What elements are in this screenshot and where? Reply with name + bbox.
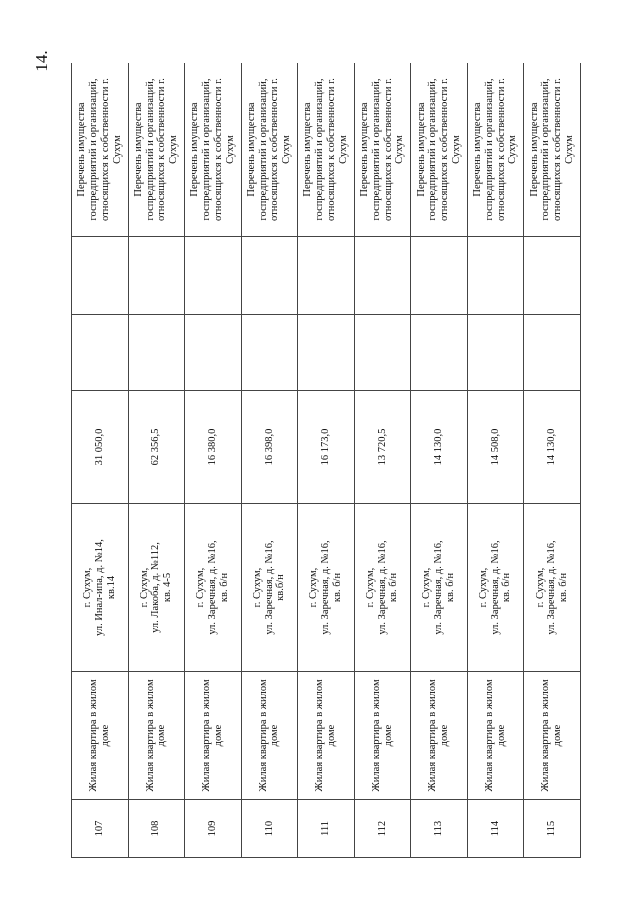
basis-cell-text: Перечень имущества госпредприятий и организаций, относящихся к собственности г. Сухум bbox=[472, 78, 519, 221]
table-row bbox=[354, 63, 411, 858]
object-type-cell-text: Жилая квартира в жилом доме bbox=[144, 679, 168, 792]
empty-cell-b bbox=[241, 237, 298, 315]
basis-cell-text: Перечень имущества госпредприятий и организаций, относящихся к собственности г. Сухум bbox=[359, 78, 406, 221]
empty-cell-a bbox=[72, 315, 129, 391]
address-cell-text: кв. б/н bbox=[558, 572, 570, 603]
table-row bbox=[524, 63, 581, 858]
object-type-cell-text: Жилая квартира в жилом доме bbox=[370, 679, 394, 792]
value-cell bbox=[467, 391, 524, 504]
object-type-cell bbox=[298, 672, 355, 800]
address-cell bbox=[241, 504, 298, 672]
address-cell-text: ул. Заречная, д. №16, bbox=[546, 540, 558, 635]
address-cell-text: г. Сухум, bbox=[364, 567, 376, 608]
address-cell-text: ул. Лакоба, д. №112, bbox=[150, 542, 162, 633]
row-number-cell-text: 115 bbox=[546, 820, 558, 837]
empty-cell-b bbox=[524, 237, 581, 315]
address-cell bbox=[524, 504, 581, 672]
basis-cell-text: Перечень имущества госпредприятий и организаций, относящихся к собственности г. Сухум bbox=[528, 78, 575, 221]
address-cell-text: г. Сухум, bbox=[534, 567, 546, 608]
table-row bbox=[298, 63, 355, 858]
table-container bbox=[71, 63, 581, 858]
address-cell bbox=[467, 504, 524, 672]
value-cell-text: 14 130,0 bbox=[546, 428, 558, 466]
value-cell-text: 62 356,5 bbox=[150, 428, 162, 466]
object-type-cell-text: Жилая квартира в жилом доме bbox=[483, 679, 507, 792]
object-type-cell-text: Жилая квартира в жилом доме bbox=[427, 679, 451, 792]
object-type-cell bbox=[72, 672, 129, 800]
address-cell-text: кв.14 bbox=[105, 575, 117, 600]
address-cell-text: кв. б/н bbox=[388, 572, 400, 603]
address-cell bbox=[411, 504, 468, 672]
empty-cell-a bbox=[241, 315, 298, 391]
value-cell bbox=[241, 391, 298, 504]
empty-cell-b bbox=[298, 237, 355, 315]
object-type-cell bbox=[128, 672, 185, 800]
row-number-cell-text: 113 bbox=[433, 820, 445, 837]
address-cell-text: ул. Заречная, д. №16, bbox=[489, 540, 501, 635]
address-cell-text: кв. б/н bbox=[331, 572, 343, 603]
row-number-cell bbox=[241, 800, 298, 858]
empty-cell-b bbox=[354, 237, 411, 315]
value-cell bbox=[128, 391, 185, 504]
basis-cell bbox=[411, 63, 468, 237]
address-cell-text: ул. Инал-ипа, д. №14, bbox=[93, 539, 105, 636]
row-number-cell bbox=[72, 800, 129, 858]
basis-cell bbox=[354, 63, 411, 237]
empty-cell-b bbox=[411, 237, 468, 315]
row-number-cell bbox=[467, 800, 524, 858]
address-cell-text: кв. б/н bbox=[444, 572, 456, 603]
row-number-cell-text: 112 bbox=[376, 820, 388, 837]
empty-cell-a bbox=[467, 315, 524, 391]
basis-cell bbox=[241, 63, 298, 237]
empty-cell-b bbox=[72, 237, 129, 315]
object-type-cell-text: Жилая квартира в жилом доме bbox=[257, 679, 281, 792]
basis-cell-text: Перечень имущества госпредприятий и организаций, относящихся к собственности г. Сухум bbox=[415, 78, 462, 221]
object-type-cell bbox=[411, 672, 468, 800]
value-cell-text: 16 398,0 bbox=[263, 428, 275, 466]
empty-cell-a bbox=[524, 315, 581, 391]
address-cell-text: ул. Заречная, д. №16, bbox=[206, 540, 218, 635]
address-cell bbox=[72, 504, 129, 672]
empty-cell-a bbox=[298, 315, 355, 391]
object-type-cell-text: Жилая квартира в жилом доме bbox=[540, 679, 564, 792]
basis-cell bbox=[524, 63, 581, 237]
basis-cell-text: Перечень имущества госпредприятий и организаций, относящихся к собственности г. Сухум bbox=[189, 78, 236, 221]
basis-cell-text: Перечень имущества госпредприятий и организаций, относящихся к собственности г. Сухум bbox=[76, 78, 123, 221]
value-cell-text: 14 130,0 bbox=[433, 428, 445, 466]
value-cell-text: 16 173,0 bbox=[320, 428, 332, 466]
row-number-cell bbox=[185, 800, 242, 858]
empty-cell-a bbox=[411, 315, 468, 391]
row-number-cell-text: 114 bbox=[489, 820, 501, 837]
address-cell-text: г. Сухум, bbox=[195, 567, 207, 608]
row-number-cell bbox=[524, 800, 581, 858]
basis-cell bbox=[185, 63, 242, 237]
property-table bbox=[71, 63, 581, 858]
value-cell-text: 16 380,0 bbox=[206, 428, 218, 466]
row-number-cell bbox=[128, 800, 185, 858]
row-number-cell-text: 107 bbox=[93, 820, 105, 837]
address-cell-text: ул. Заречная, д. №16, bbox=[433, 540, 445, 635]
value-cell bbox=[298, 391, 355, 504]
object-type-cell-text: Жилая квартира в жилом доме bbox=[314, 679, 337, 792]
empty-cell-b bbox=[467, 237, 524, 315]
row-number-cell-text: 110 bbox=[263, 820, 275, 837]
value-cell bbox=[185, 391, 242, 504]
basis-cell bbox=[72, 63, 129, 237]
basis-cell-text: Перечень имущества госпредприятий и организаций, относящихся к собственности г. Сухум bbox=[245, 78, 293, 221]
value-cell bbox=[524, 391, 581, 504]
address-cell-text: г. Сухум, bbox=[251, 567, 263, 608]
value-cell bbox=[411, 391, 468, 504]
table-body bbox=[72, 63, 581, 858]
value-cell-text: 14 508,0 bbox=[489, 428, 501, 466]
page-number: 14. bbox=[32, 50, 51, 72]
row-number-cell-text: 109 bbox=[206, 820, 218, 837]
address-cell-text: г. Сухум, bbox=[82, 567, 94, 608]
basis-cell-text: Перечень имущества госпредприятий и организаций, относящихся к собственности г. Сухум bbox=[302, 78, 349, 221]
value-cell bbox=[354, 391, 411, 504]
object-type-cell bbox=[185, 672, 242, 800]
table-row bbox=[241, 63, 298, 858]
address-cell bbox=[128, 504, 185, 672]
row-number-cell-text: 111 bbox=[320, 821, 332, 836]
address-cell-text: г. Сухум, bbox=[138, 567, 150, 608]
table-row bbox=[128, 63, 185, 858]
table-row bbox=[72, 63, 129, 858]
object-type-cell bbox=[467, 672, 524, 800]
address-cell bbox=[354, 504, 411, 672]
value-cell-text: 13 720,5 bbox=[376, 428, 388, 466]
address-cell-text: ул. Заречная, д. №16, bbox=[263, 540, 275, 635]
table-row bbox=[185, 63, 242, 858]
address-cell-text: кв. 4-5 bbox=[162, 572, 174, 603]
address-cell bbox=[185, 504, 242, 672]
row-number-cell bbox=[354, 800, 411, 858]
object-type-cell bbox=[241, 672, 298, 800]
value-cell-text: 31 050,0 bbox=[93, 428, 105, 466]
basis-cell bbox=[298, 63, 355, 237]
address-cell-text: г. Сухум, bbox=[477, 567, 489, 608]
empty-cell-a bbox=[185, 315, 242, 391]
value-cell bbox=[72, 391, 129, 504]
object-type-cell bbox=[524, 672, 581, 800]
object-type-cell-text: Жилая квартира в жилом доме bbox=[201, 679, 224, 792]
row-number-cell bbox=[298, 800, 355, 858]
object-type-cell bbox=[354, 672, 411, 800]
rotated-table-frame bbox=[71, 63, 581, 858]
empty-cell-b bbox=[128, 237, 185, 315]
empty-cell-b bbox=[185, 237, 242, 315]
address-cell-text: кв. б/н bbox=[218, 572, 230, 603]
empty-cell-a bbox=[128, 315, 185, 391]
basis-cell bbox=[128, 63, 185, 237]
empty-cell-a bbox=[354, 315, 411, 391]
address-cell-text: г. Сухум, bbox=[308, 567, 320, 608]
address-cell bbox=[298, 504, 355, 672]
address-cell-text: г. Сухум, bbox=[421, 567, 433, 608]
object-type-cell-text: Жилая квартира в жилом доме bbox=[88, 679, 111, 792]
address-cell-text: ул. Заречная, д. №16, bbox=[376, 540, 388, 635]
row-number-cell bbox=[411, 800, 468, 858]
address-cell-text: кв.б/н bbox=[275, 574, 287, 601]
basis-cell-text: Перечень имущества госпредприятий и организаций, относящихся к собственности г. Сухум bbox=[132, 78, 180, 221]
table-row bbox=[411, 63, 468, 858]
table-row bbox=[467, 63, 524, 858]
row-number-cell-text: 108 bbox=[150, 820, 162, 837]
address-cell-text: ул. Заречная, д. №16, bbox=[320, 540, 332, 635]
address-cell-text: кв. б/н bbox=[501, 572, 513, 603]
basis-cell bbox=[467, 63, 524, 237]
